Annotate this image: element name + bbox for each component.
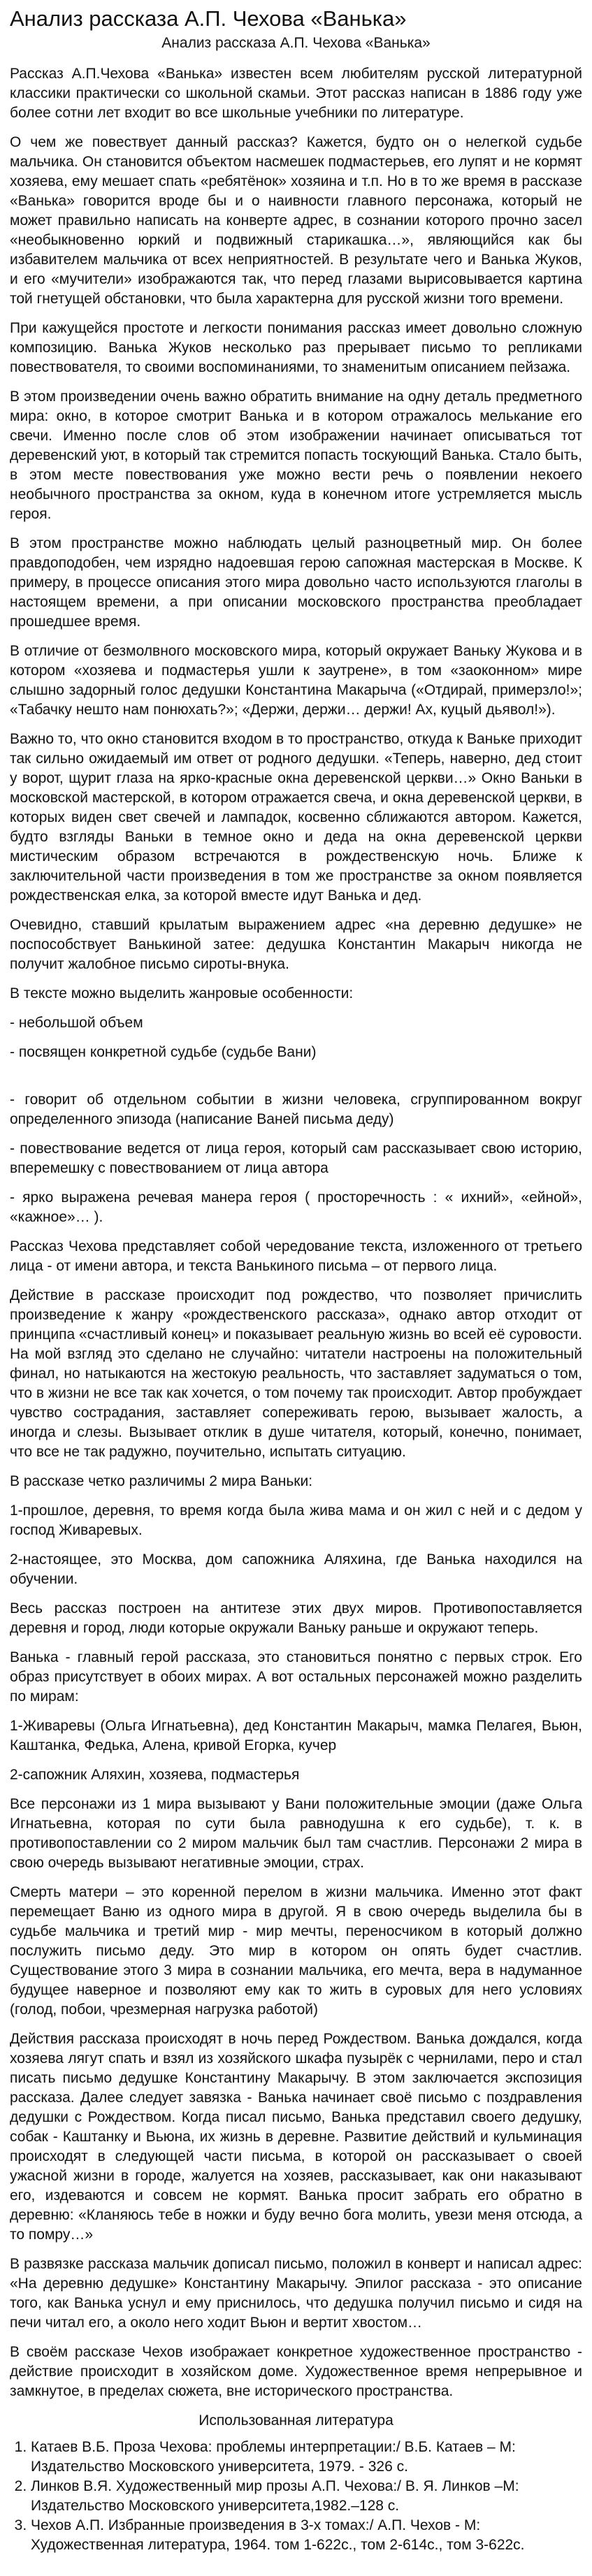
paragraph: В рассказе четко различимы 2 мира Ваньки:	[10, 1473, 313, 1489]
paragraph: В своём рассказе Чехов изображает конкретное художественное пространство - действие происходит в хозяйском доме. Художественное время непрерывное и замкнутое, в пределах сюжета, вне исторического пространства.	[10, 2344, 582, 2399]
reference-item: 1. Катаев В.Б. Проза Чехова: проблемы интерпретации:/ В.Б. Катаев – М: Издательство Московского университета, 1979. - 326 с.	[31, 2438, 582, 2477]
paragraph: В тексте можно выделить жанровые особенности:	[10, 985, 354, 1001]
references-list	[10, 2438, 582, 2555]
list-item: 1-Живаревы (Ольга Игнатьевна), дед Константин Макарыч, мамка Пелагея, Вьюн, Каштанка, Федька, Алена, кривой Егорка, кучер	[10, 1718, 582, 1753]
list-item: - посвящен конкретной судьбе (судьбе Вани)	[10, 1044, 317, 1060]
list-item: 1-прошлое, деревня, то время когда была жива мама и он жил с ней и с дедом у господ Живаревых.	[10, 1503, 582, 1538]
paragraph: Весь рассказ построен на антитезе этих двух миров. Противопоставляется деревня и город, люди которые окружали Ваньку раньше и окружают теперь.	[10, 1600, 582, 1636]
reference-item: 3. Чехов А.П. Избранные произведения в 3-х томах:/ А.П. Чехов - М: Художественная литература, 1964. том 1-622с., том 2-614с., том 3-622с.	[31, 2516, 582, 2555]
list-item: 2-сапожник Аляхин, хозяева, подмастерья	[10, 1767, 300, 1783]
document-title: Анализ рассказа А.П. Чехова «Ванька»	[10, 6, 407, 31]
paragraph: В отличие от безмолвного московского мира, который окружает Ваньку Жукова и в котором «хозяева и подмастерья ушли к заутрене», в том «заоконном» мире слышно задорный голос дедушки Константина Макарыча («Отдирай, примерзло!»; «Табачку нешто нам понюхать?»; «Держи, держи… держи! Ах, куцый дьявол!»).	[10, 643, 582, 718]
article-body	[10, 64, 582, 2401]
paragraph: При кажущейся простоте и легкости понимания рассказ имеет довольно сложную композицию. Ванька Жуков несколько раз прерывает письмо то репликами повествователя, то своими воспоминаниями, то знаменитым описанием пейзажа.	[10, 320, 582, 375]
reference-item: 2. Линков В.Я. Художественный мир прозы А.П. Чехова:/ В. Я. Линков –М: Издательство Московского университета,1982.–128 с.	[31, 2477, 582, 2516]
paragraph: Действие в рассказе происходит под рождество, что позволяет причислить произведение к жанру «рождественского рассказа», однако автор отходит от принципа «счастливый конец» и показывает реальную жизнь во всей её суровости. На мой взгляд это сделано не случайно: читатели настроены на положительный финал, но натыкаются на жестокую реальность, что заставляет задуматься о том, что в жизни не все так как хочется, о том почему так происходит. Автор пробуждает чувство сострадания, заставляет сопереживать герою, вызывает жалость, а иногда и слезы. Вызывает отклик в душе читателя, который, конечно, понимает, что все не так радужно, поучительно, испытать ситуацию.	[10, 1287, 582, 1460]
paragraph: Важно то, что окно становится входом в то пространство, откуда к Ваньке приходит так сильно ожидаемый им ответ от родного дедушки. «Теперь, наверно, дед стоит у ворот, щурит глаза на ярко-красные окна деревенской церкви…» Окно Ваньки в московской мастерской, в котором отражается свеча, и окна деревенской церкви, в которых виден свет свечей и лампадок, косвенно сближаются автором. Кажется, будто взгляды Ваньки в темное окно и деда на окна деревенской церкви мистическим образом встречаются в рождественскую ночь. Ближе к заключительной части произведения в том же пространстве за окном появляется рождественская елка, за которой вместе идут Ванька и дед.	[10, 731, 582, 904]
list-item: - небольшой объем	[10, 1015, 143, 1031]
list-item: - говорит об отдельном событии в жизни человека, сгруппированном вокруг определенного эпизода (написание Ваней письма деду)	[10, 1092, 582, 1127]
paragraph: О чем же повествует данный рассказ? Кажется, будто он о нелегкой судьбе мальчика. Он становится объектом насмешек подмастерьев, его лупят и не кормят хозяева, ему мешает спать «ребятёнок» хозяина и т.п. Но в то же время в рассказе «Ванька» говорится вроде бы и о наивности главного персонажа, который не может правильно написать на конверте адрес, в сознании которого прочно засел «необыкновенно юркий и подвижный старикашка…», являющийся как бы избавителем мальчика от всех неприятностей. В результате чего и Ванька Жуков, и его «мучители» изображаются так, что перед глазами вырисовывается картина той гнетущей обстановки, что была характерна для русской жизни того времени.	[10, 134, 582, 307]
paragraph: В этом пространстве можно наблюдать целый разноцветный мир. Он более правдоподобен, чем изрядно надоевшая герою сапожная мастерская в Москве. К примеру, в процессе описания этого мира довольно часто используются глаголы в настоящем времени, а при описании московского пространства преобладает прошедшее время.	[10, 535, 582, 630]
references-title: Использованная литература	[198, 2412, 394, 2429]
paragraph: Рассказ Чехова представляет собой чередование текста, изложенного от третьего лица - от имени автора, и текста Ванькиного письма – от первого лица.	[10, 1238, 582, 1274]
paragraph: Все персонажи из 1 мира вызывают у Вани положительные эмоции (даже Ольга Игнатьевна, которая по сути была равнодушна к его судьбе), т. к. в противопоставлении со 2 миром мальчик был там счастлив. Персонажи 2 мира в свою очередь вызывают негативные эмоции, страх.	[10, 1796, 582, 1871]
paragraph: Ванька - главный герой рассказа, это становиться понятно с первых строк. Его образ присутствует в обоих мирах. А вот остальных персонажей можно разделить по мирам:	[10, 1649, 582, 1705]
paragraph: В этом произведении очень важно обратить внимание на одну деталь предметного мира: окно, в которое смотрит Ванька и в котором отражалось мелькание его свечи. Именно после слов об этом изображении начинает описываться тот деревенский уют, в который так стремится попасть тоскующий Ванька. Стало быть, в этом месте повествования уже можно вести речь о появлении некоего необычного пространства за окном, куда в конечном итоге устремляется мысль героя.	[10, 389, 582, 522]
paragraph: Рассказ А.П.Чехова «Ванька» известен всем любителям русской литературной классики практически со школьной скамьи. Этот рассказ написан в 1886 году уже более сотни лет входит во все школьные учебники по литературе.	[10, 66, 582, 121]
paragraph: В развязке рассказа мальчик дописал письмо, положил в конверт и написал адрес: «На деревню дедушке» Константину Макарычу. Эпилог рассказа - это описание того, как Ванька уснул и ему приснилось, что дедушка получил письмо и сидя на печи читал его, а около него ходит Вьюн и вертит хвостом…	[10, 2256, 582, 2331]
list-item: - ярко выражена речевая манера героя ( просторечность : « ихний», «ейной», «кажное»… ).	[10, 1189, 582, 1225]
list-item: - повествование ведется от лица героя, который сам рассказывает свою историю, вперемешку с повествованием от лица автора	[10, 1141, 582, 1176]
document-subtitle: Анализ рассказа А.П. Чехова «Ванька»	[161, 35, 431, 51]
list-item: 2-настоящее, это Москва, дом сапожника Аляхина, где Ванька находился на обучении.	[10, 1551, 582, 1587]
paragraph: Действия рассказа происходят в ночь перед Рождеством. Ванька дождался, когда хозяева лягут спать и взял из хозяйского шкафа пузырёк с чернилами, перо и стал писать письмо дедушке Константину Макарычу. В этом заключается экспозиция рассказа. Далее следует завязка - Ванька начинает своё письмо с поздравления дедушки с Рождеством. Когда писал письмо, Ванька представил своего дедушку, собак - Каштанку и Вьюна, их жизнь в деревне. Развитие действий и кульминация происходят в следующей части письма, в которой он рассказывает о своей ужасной жизни в городе, жалуется на хозяев, рассказывает, как они наказывают его, издеваются и совсем не кормят. Ванька просит забрать его обратно в деревню: «Кланяюсь тебе в ножки и буду вечно бога молить, увези меня отсюда, а то помру…»	[10, 2031, 582, 2243]
paragraph: Очевидно, ставший крылатым выражением адрес «на деревню дедушке» не поспособствует Ванькиной затее: дедушка Константин Макарыч никогда не получит жалобное письмо сироты-внука.	[10, 917, 582, 972]
paragraph: Смерть матери – это коренной перелом в жизни мальчика. Именно этот факт перемещает Ваню из одного мира в другой. Я в свою очередь выделила бы в судьбе мальчика и третий мир - мир мечты, переносчиком в который должно послужить письмо деду. Это мир в котором он опять будет счастлив. Существование этого 3 мира в сознании мальчика, его мечта, вера в надуманное будущее наверное и позволяют ему как то жить в суровых для него условиях (голод, побои, чрезмерная нагрузка работой)	[10, 1884, 582, 2018]
